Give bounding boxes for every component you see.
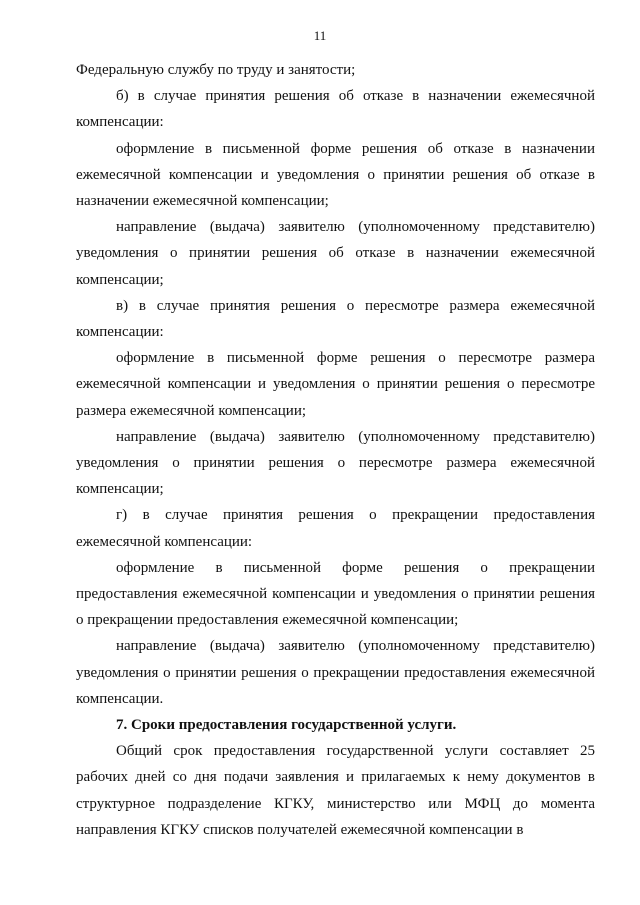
page-number: 11 [313,28,327,43]
paragraph-service-term: Общий срок предоставления государственной услуги составляет 25 рабочих дней со дня подачи заявления и прилагаемых к нему документов в структурное подразделение КГКУ, министерство или МФЦ до момента направления КГКУ списков получателей ежемесячной компенсации в [76,743,595,838]
section-heading: 7. Сроки предоставления государственной услуги. [116,717,457,734]
document-body [76,57,595,843]
paragraph-v-revision-case: в) в случае принятия решения о пересмотре размера ежемесячной компенсации: [76,297,595,341]
paragraph-revision-decision-form: оформление в письменной форме решения о пересмотре размера ежемесячной компенсации и уведомления о принятии решения о пересмотре размера ежемесячной компенсации; [76,350,595,419]
paragraph-g-termination-case: г) в случае принятия решения о прекращении предоставления ежемесячной компенсации: [76,507,595,550]
paragraph-termination-decision-form: оформление в письменной форме решения о прекращении предоставления ежемесячной компенсации и уведомления о принятии решения о прекращении предоставления ежемесячной компенсации; [76,559,595,629]
paragraph-b-refusal-case: б) в случае принятия решения об отказе в назначении ежемесячной компенсации: [76,88,595,131]
paragraph-refusal-decision-form: оформление в письменной форме решения об отказе в назначении ежемесячной компенсации и уведомления о принятии решения об отказе в назначении ежемесячной компенсации; [76,140,595,210]
paragraph-refusal-notice-delivery: направление (выдача) заявителю (уполномоченному представителю) уведомления о принятии решения об отказе в назначении ежемесячной компенсации; [76,219,595,288]
paragraph-revision-notice-delivery: направление (выдача) заявителю (уполномоченному представителю) уведомления о принятии решения о пересмотре размера ежемесячной компенсации; [76,428,595,498]
paragraph-termination-notice-delivery: направление (выдача) заявителю (уполномоченному представителю) уведомления о принятии решения о прекращении предоставления ежемесячной компенсации. [76,638,595,707]
paragraph-federal-service: Федеральную службу по труду и занятости; [76,62,356,78]
